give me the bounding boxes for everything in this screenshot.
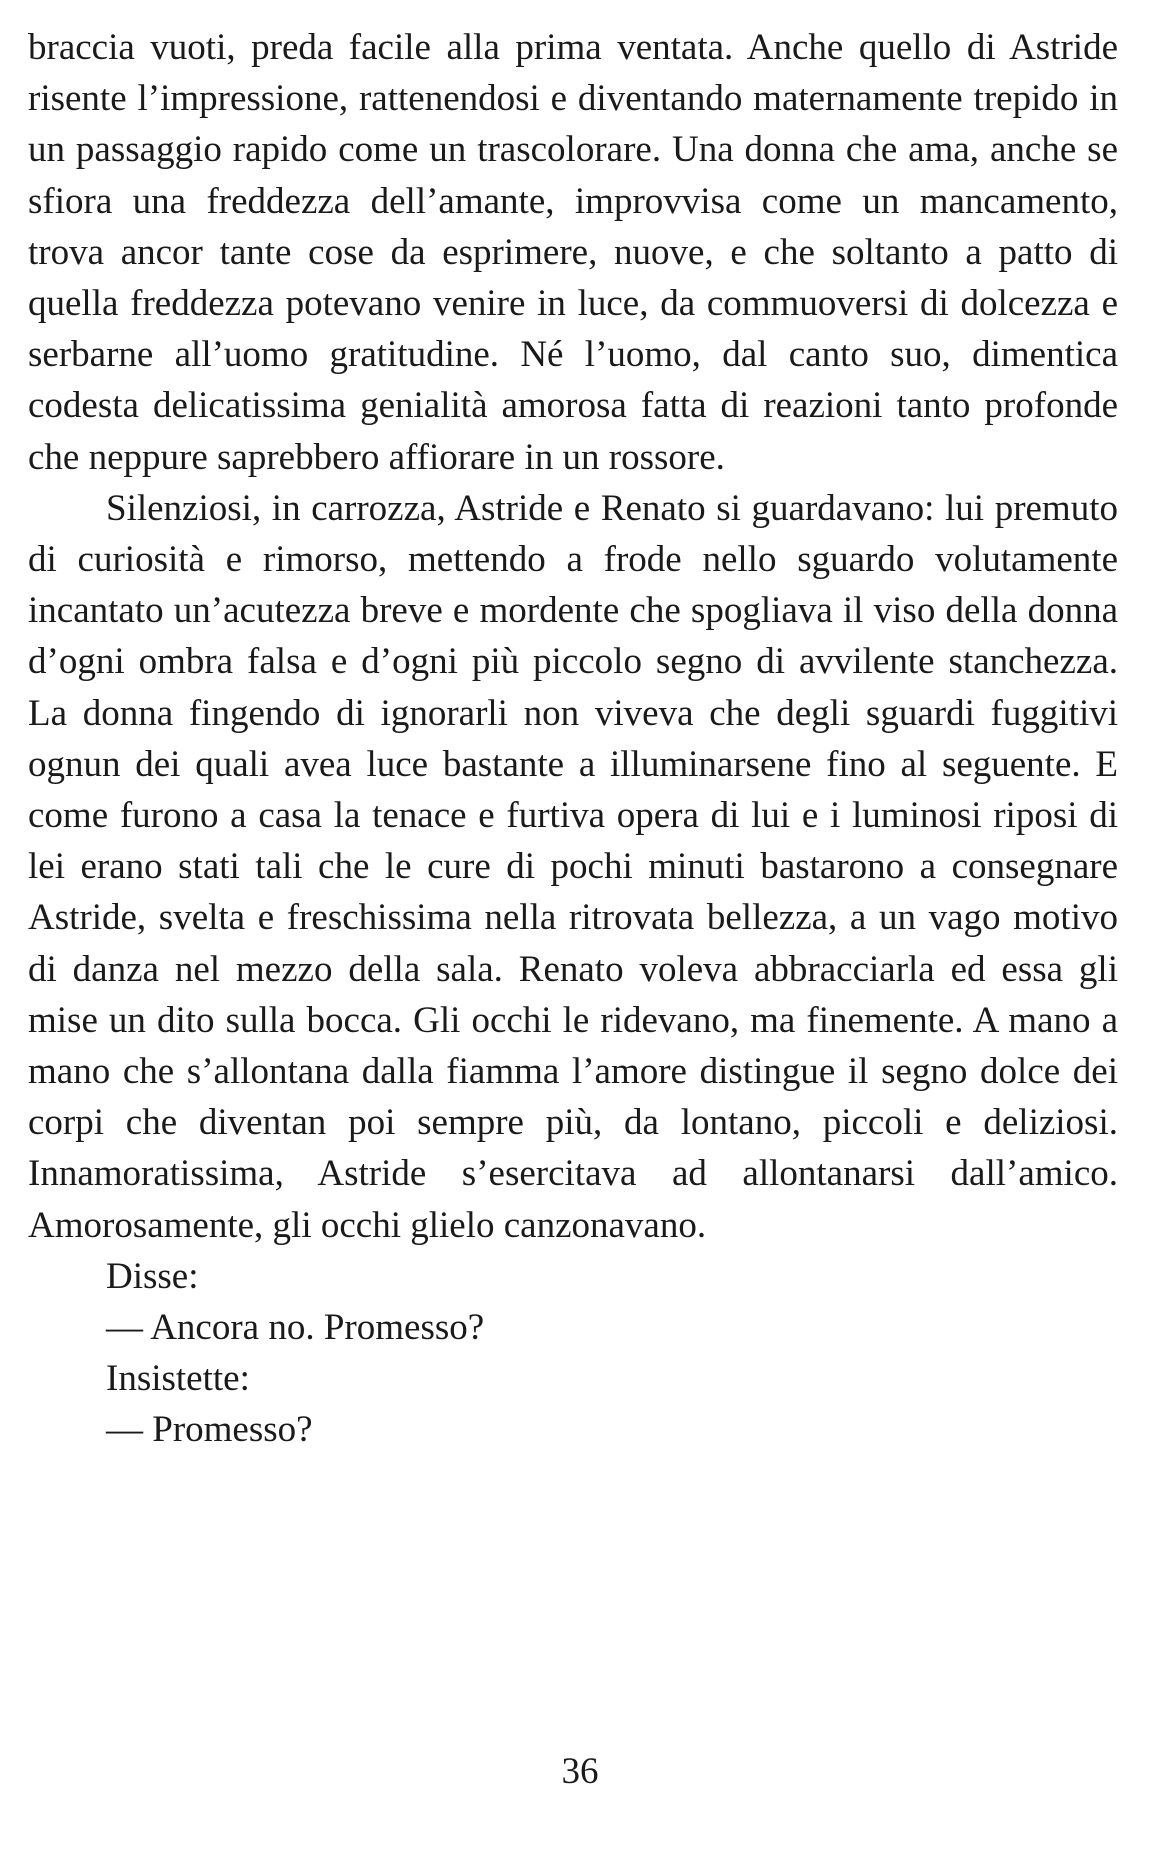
page-number: 36: [561, 1751, 599, 1792]
dialogue-line-ancora: — Ancora no. Promesso?: [106, 1307, 485, 1349]
paragraph-continuation: braccia vuoti, preda facile alla prima ventata. Anche quello di Astride risente l’impressione, rattenendosi e diventando maternamente trepido in un passaggio rapido come un trascolorare. Una donna che ama, anche se sfiora una freddezza dell’amante, improvvisa come un mancamento, trova ancor tante cose da esprimere, nuove, e che soltanto a patto di quella freddezza potevano venire in luce, da commuoversi di dolcezza e serbarne all’uomo gratitudine. Né l’uomo, dal canto suo, dimentica codesta delicatissima genialità amorosa fatta di reazioni tanto profonde che neppure saprebbero affiorare in un rossore.: [28, 27, 1118, 478]
dialogue-tag-disse: Disse:: [106, 1255, 199, 1297]
paragraph-carriage: Silenziosi, in carrozza, Astride e Renato si guardavano: lui premuto di curiosità e rimorso, mettendo a frode nello sguardo volutamente incantato un’acutezza breve e mordente che spogliava il viso della donna d’ogni ombra falsa e d’ogni più piccolo segno di avvilente stanchezza. La donna fingendo di ignorarli non viveva che degli sguardi fuggitivi ognun dei quali avea luce bastante a illuminarsene fino al seguente. E come furono a casa la tenace e furtiva opera di lui e i luminosi riposi di lei erano stati tali che le cure di pochi minuti bastarono a consegnare Astride, svelta e freschissima nella ritrovata bellezza, a un vago motivo di danza nel mezzo della sala. Renato voleva abbracciarla ed essa gli mise un dito sulla bocca. Gli occhi le ridevano, ma finemente. A mano a mano che s’allontana dalla fiamma l’amore distingue il segno dolce dei corpi che diventan poi sempre più, da lontano, piccoli e deliziosi. Innamoratissima, Astride s’esercitava ad allontanarsi dall’amico. Amorosamente, gli occhi glielo canzonavano.: [28, 487, 1118, 1246]
book-page: [28, 22, 1118, 1456]
dialogue-line-promesso: — Promesso?: [106, 1409, 313, 1451]
dialogue-tag-insistette: Insistette:: [106, 1358, 250, 1400]
